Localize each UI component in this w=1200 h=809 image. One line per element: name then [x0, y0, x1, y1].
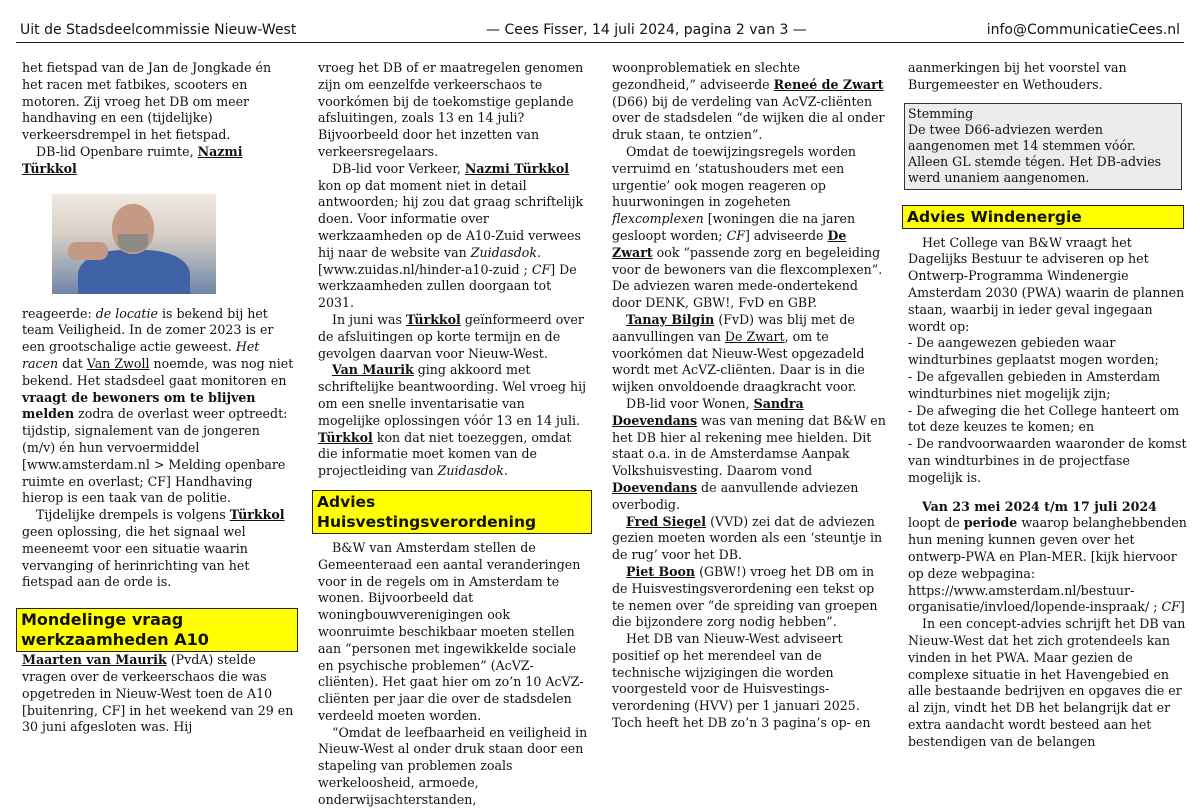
- list-item: - De aangewezen gebieden waar windturbines geplaatst mogen worden;: [908, 335, 1159, 368]
- person-name: Doevendans: [612, 479, 698, 495]
- list-item: - De afgevallen gebieden in Amsterdam windturbines niet mogelijk zijn;: [908, 368, 1161, 401]
- paragraph: In juni was Türkkol geïnformeerd over de afsluitingen op korte termijn en de gevolgen daarvan voor Nieuw-West.: [318, 311, 584, 361]
- vote-title: Stemming: [908, 105, 974, 121]
- paragraph: aanmerkingen bij het voorstel van Burgemeester en Wethouders.: [908, 60, 1127, 92]
- header-source: Uit de Stadsdeelcommissie Nieuw-West: [20, 22, 297, 38]
- portrait-photo: [52, 194, 216, 294]
- person-name: De Zwart: [724, 328, 785, 344]
- column-4: [908, 60, 1188, 751]
- person-name: Tanay Bilgin: [626, 311, 715, 327]
- vote-text: De twee D66-adviezen werden aangenomen met 14 stemmen vóór. Alleen GL stemde tégen. Het DB-advies werd unaniem aangenomen.: [908, 121, 1162, 186]
- person-name: Van Zwoll: [86, 355, 150, 371]
- person-name: Türkkol: [229, 507, 285, 523]
- person-name: Van Maurik: [332, 362, 414, 378]
- paragraph: Het DB van Nieuw-West adviseert positief op het merendeel van de technische wijzigingen die worden voorgesteld voor de Huisvestings-verordening (HVV) per 1 januari 2025. Toch heeft het DB zo’n 3 pagina’s op- en: [612, 631, 871, 731]
- paragraph: DB-lid voor Wonen, Sandra Doevendans was van mening dat B&W en het DB hier al rekening mee hielden. Dit staat o.a. in de Amsterdamse Aanpak Volkshuisvesting. Daarom vond Doevendans de aanvullende adviezen overbodig.: [612, 395, 886, 512]
- paragraph: DB-lid Openbare ruimte, Nazmi Türkkol: [22, 143, 243, 176]
- page-header: [16, 22, 1184, 43]
- person-name: Piet Boon: [626, 563, 696, 579]
- person-name: Nazmi Türkkol: [464, 160, 570, 176]
- column-1: [22, 60, 294, 736]
- header-author-date: — Cees Fisser, 14 juli 2024, pagina 2 van 3 —: [486, 22, 807, 38]
- person-name: Maarten van Maurik: [22, 652, 167, 668]
- paragraph: woonproblematiek en slechte gezondheid,” adviseerde Reneé de Zwart (D66) bij de verdeling van AcVZ-cliënten over de stadsdelen “de wijken die al onder druk staan, te ontzien”.: [612, 60, 885, 143]
- section-heading: Advies Huisvestingsverordening: [312, 490, 592, 534]
- paragraph: “Omdat de leefbaarheid en veiligheid in Nieuw-West al onder druk staan door een stapeling van problemen zoals werkeloosheid, armoede, onderwijsachterstanden,: [318, 724, 588, 807]
- person-name: Nazmi Türkkol: [22, 143, 243, 176]
- header-email: info@CommunicatieCees.nl: [986, 22, 1180, 38]
- paragraph: Van Maurik ging akkoord met schriftelijke beantwoording. Wel vroeg hij om een snelle inventarisatie van mogelijke oplossingen vóór 13 en 14 juli. Türkkol kon dat niet toezeggen, omdat die informatie moet komen van de projectleiding van Zuidasdok.: [318, 362, 587, 479]
- paragraph: vroeg het DB of er maatregelen genomen zijn om eenzelfde verkeerschaos te voorkómen bij de toekomstige geplande afsluitingen, zoals 13 en 14 juli? Bijvoorbeeld door het inzetten van verkeersregelaars.: [318, 60, 584, 159]
- person-name: Reneé de Zwart: [773, 76, 884, 92]
- person-name: Sandra Doevendans: [612, 395, 804, 428]
- section-heading: Advies Windenergie: [902, 205, 1184, 229]
- paragraph: Fred Siegel (VVD) zei dat de adviezen gezien moeten worden als een ‘steuntje in de rug’ voor het DB.: [612, 513, 883, 563]
- paragraph: Piet Boon (GBW!) vroeg het DB om in de Huisvestingsverordening een tekst op te nemen over “de spreiding van groepen die bijzondere zorg nodig hebben”.: [612, 563, 878, 630]
- paragraph: reageerde: de locatie is bekend bij het team Veiligheid. In de zomer 2023 is er een grootschalige actie geweest. Het racen dat Van Zwoll noemde, was nog niet bekend. Het stadsdeel gaat monitoren en vraagt de bewoners om te blijven melden zodra de overlast weer optreedt: tijdstip, signalement van de jongeren (m/v) én hun vervoermiddel [www.amsterdam.nl > Melding openbare ruimte en overlast; CF] Handhaving hierop is een taak van de politie.: [22, 305, 294, 506]
- paragraph: B&W van Amsterdam stellen de Gemeenteraad een aantal veranderingen voor in de regels om in Amsterdam te wonen. Bijvoorbeeld dat woningbouwverenigingen ook woonruimte beschikbaar moeten stellen aan “personen met ingewikkelde sociale en psychische problemen” (AcVZ-cliënten). Het gaat hier om zo’n 10 AcVZ-cliënten per jaar die over de stadsdelen verdeeld moeten worden.: [318, 539, 584, 723]
- list-item: - De randvoorwaarden waaronder de komst van windturbines in de projectfase mogelijk is.: [908, 436, 1187, 485]
- paragraph: het fietspad van de Jan de Jongkade én het racen met fatbikes, scooters en motoren. Zij vroeg het DB om meer handhaving en een (tijdelijke) verkeersdrempel in het fietspad.: [22, 60, 272, 143]
- paragraph: In een concept-advies schrijft het DB van Nieuw-West dat het zich grotendeels kan vinden in het PWA. Maar gezien de complexe situatie in het Havengebied en alle bestaande bedrijven en opgaves die er al zijn, vindt het DB het belangrijk dat er extra aandacht wordt besteed aan het bestendigen van de belangen: [908, 616, 1186, 749]
- person-name: Fred Siegel: [626, 513, 707, 529]
- paragraph: DB-lid voor Verkeer, Nazmi Türkkol kon op dat moment niet in detail antwoorden; hij zou dat graag schriftelijk doen. Voor informatie over werkzaamheden op de A10-Zuid verwees hij naar de website van Zuidasdok. [www.zuidas.nl/hinder-a10-zuid ; CF] De werkzaamheden zullen doorgaan tot 2031.: [318, 160, 584, 311]
- vote-box: [904, 103, 1182, 190]
- person-name: Türkkol: [318, 429, 373, 445]
- paragraph: Het College van B&W vraagt het Dagelijks Bestuur te adviseren op het Ontwerp-Programma Windenergie Amsterdam 2030 (PWA) waarin de plannen staan, waarbij in ieder geval ingegaan wordt op:: [908, 234, 1185, 334]
- list-item: - De afweging die het College hanteert om tot deze keuzes te komen; en: [908, 402, 1180, 435]
- paragraph: Van 23 mei 2024 t/m 17 juli 2024 loopt de periode waarop belanghebbenden hun mening kunnen geven over het ontwerp-PWA en Plan-MER. [kijk hiervoor op deze webpagina: https://www.amsterdam.nl/bestuur-organisatie/invloed/lopende-inspraak/ ; CF]: [908, 498, 1187, 615]
- section-heading: Mondelinge vraag werkzaamheden A10: [16, 608, 298, 652]
- paragraph: Maarten van Maurik (PvdA) stelde vragen over de verkeerschaos die was opgetreden in Nieuw-West toen de A10 [buitenring, CF] in het weekend van 29 en 30 juni afgesloten was. Hij: [22, 652, 294, 735]
- person-name: De Zwart: [612, 227, 847, 260]
- column-3: [612, 60, 886, 732]
- column-2: [318, 60, 590, 809]
- paragraph: Tanay Bilgin (FvD) was blij met de aanvullingen van De Zwart, om te voorkómen dat Nieuw-West opgezadeld wordt met AcVZ-cliënten. Daar is in die wijken onvoldoende draagkracht voor.: [612, 311, 865, 395]
- paragraph: Tijdelijke drempels is volgens Türkkol geen oplossing, die het signaal wel meeneemt voor een situatie waarin vervanging of herinrichting van het fietspad aan de orde is.: [22, 507, 285, 590]
- person-name: Türkkol: [406, 311, 461, 327]
- paragraph: Omdat de toewijzingsregels worden verruimd en ‘statushouders met een urgentie’ ook mogen reageren op huurwoningen in zogeheten flexcomplexen [woningen die na jaren gesloopt worden; CF] adviseerde De Zwart ook “passende zorg en begeleiding voor de bewoners van die flexcomplexen”. De adviezen waren mede-ondertekend door DENK, GBW!, FvD en GBP.: [612, 143, 883, 311]
